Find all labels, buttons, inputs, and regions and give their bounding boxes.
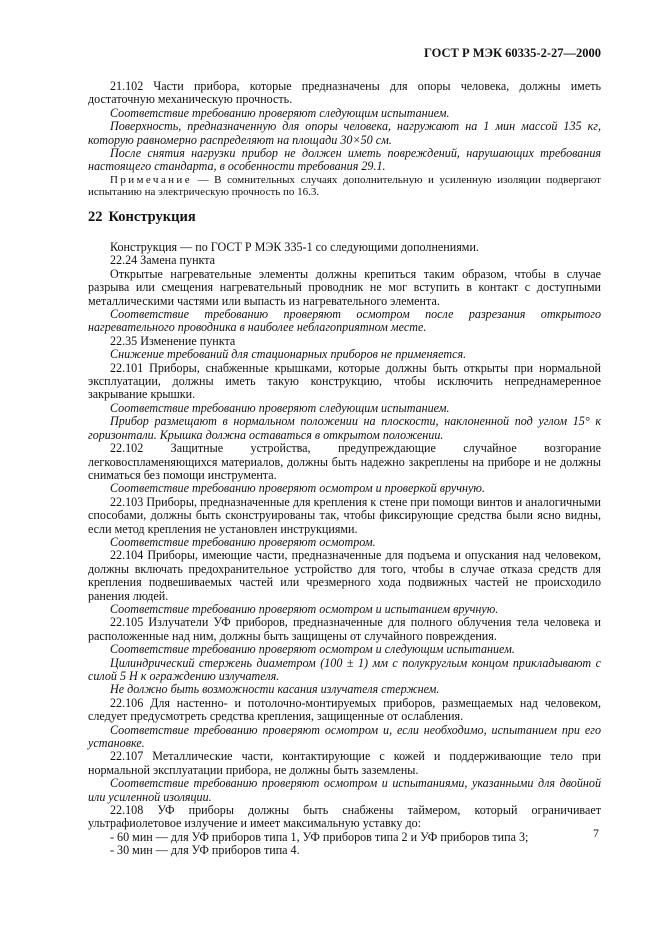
section-number: 22 <box>88 209 103 225</box>
body-paragraph: 22.107 Металлические части, контактирующие с кожей и поддерживающие тело при нормальной эксплуатации прибора, не должны быть заземлены. <box>88 749 601 777</box>
compliance-paragraph: Соответствие требованию проверяют осмотром и, если необходимо, испытанием при его установке. <box>88 722 601 751</box>
body-paragraph: 22.108 УФ приборы должны быть снабжены таймером, который ограничивает ультрафиолетовое излучение и имеет максимальную уставку до: <box>88 803 601 831</box>
note-text: — В сомнительных случаях дополнительную и усиленную изоляции подвергают испытанию на электрическую прочность по 16.3. <box>88 173 601 199</box>
section-title: Конструкция <box>108 209 196 225</box>
paragraph-21-102: 21.102 Части прибора, которые предназначены для опоры человека, должны иметь достаточную механическую прочность. <box>88 79 601 107</box>
compliance-text: Соответствие требованию проверяют следующим испытанием. <box>110 105 450 120</box>
compliance-paragraph: Соответствие требованию проверяют осмотром. <box>110 534 376 549</box>
body-paragraph: 22.35 Изменение пункта <box>110 333 236 348</box>
section-body <box>88 241 601 858</box>
compliance-paragraph: Прибор размещают в нормальном положении на плоскости, наклоненной под углом 15° к горизонтали. Крышка должна оставаться в открытом положении. <box>88 414 601 442</box>
body-paragraph: 22.102 Защитные устройства, предупреждающие случайное возгорание легковоспламеняющихся материалов, должны быть надежно закреплены на приборе и не должны сниматься без помощи инструмента. <box>88 441 601 482</box>
compliance-paragraph: Соответствие требованию проверяют осмотром и проверкой вручную. <box>110 481 485 496</box>
body-paragraph: 22.101 Приборы, снабженные крышками, которые должны быть открыты при нормальной эксплуатации, должны иметь такую конструкцию, чтобы исключить непреднамеренное закрывание крышки. <box>88 360 601 402</box>
section-heading <box>88 209 196 226</box>
compliance-paragraph: Снижение требований для стационарных приборов не применяется. <box>110 347 467 362</box>
body-paragraph: 22.106 Для настенно- и потолочно-монтируемых приборов, размещаемых над человеком, следует предусмотреть средства крепления, защищенные от ослабления. <box>88 695 601 724</box>
body-paragraph: Открытые нагревательные элементы должны крепиться таким образом, чтобы в случае разрыва или смещения нагревательный проводник не мог вступить в контакт с доступными металлическими частями или выпасть из нагревательного элемента. <box>88 266 601 308</box>
body-paragraph: - 30 мин — для УФ приборов типа 4. <box>110 843 300 858</box>
test-description: Поверхность, предназначенную для опоры человека, нагружают на 1 мин массой 135 кг, которую равномерно распределяют на площади 30×50 см. <box>88 119 601 147</box>
note <box>88 174 601 199</box>
body-paragraph: - 60 мин — для УФ приборов типа 1, УФ приборов типа 2 и УФ приборов типа 3; <box>110 829 529 844</box>
compliance-paragraph: Не должно быть возможности касания излучателя стержнем. <box>110 682 440 697</box>
compliance-paragraph: Цилиндрический стержень диаметром (100 ± 1) мм с полукруглым концом прикладывают с силой 5 Н к ограждению излучателя. <box>88 655 601 683</box>
body-paragraph: Конструкция — по ГОСТ Р МЭК 335-1 со следующими дополнениями. <box>110 240 479 254</box>
body-paragraph: 22.104 Приборы, имеющие части, предназначенные для подъема и опускания над человеком, должны включать предохранительное устройство для того, чтобы в случае отказа средств для крепления подвешиваемых частей или чрезмерного хода подвижных частей не происходило ранения людей. <box>88 548 601 603</box>
test-result: После снятия нагрузки прибор не должен иметь повреждений, нарушающих требования настоящего стандарта, в особенности требования 29.1. <box>88 146 601 174</box>
compliance-paragraph: Соответствие требованию проверяют осмотром и испытанием вручную. <box>110 601 499 616</box>
compliance-paragraph: Соответствие требованию проверяют осмотром и следующим испытанием. <box>110 642 515 657</box>
body-paragraph: 22.24 Замена пункта <box>110 253 216 268</box>
compliance-paragraph: Соответствие требованию проверяют осмотром и испытаниями, указанными для двойной или усиленной изоляции. <box>88 776 601 804</box>
compliance-paragraph: Соответствие требованию проверяют следующим испытанием. <box>110 400 450 415</box>
top-block <box>88 80 601 199</box>
body-paragraph: 22.103 Приборы, предназначенные для крепления к стене при помощи винтов и аналогичными способами, должны быть сконструированы так, чтобы фиксирующие средства были ясно видны, если метод крепления не установлен инструкциями. <box>88 494 601 536</box>
body-paragraph: 22.105 Излучатели УФ приборов, предназначенные для полного облучения тела человека и расположенные над ним, должны быть защищены от случайного повреждения. <box>88 615 601 643</box>
note-label: Примечание <box>110 173 192 186</box>
page-number: 7 <box>593 826 599 840</box>
compliance-paragraph: Соответствие требованию проверяют осмотром после разрезания открытого нагревательного проводника в наиболее неблагоприятном месте. <box>88 307 601 335</box>
document-header: ГОСТ Р МЭК 60335-2-27—2000 <box>423 46 601 60</box>
